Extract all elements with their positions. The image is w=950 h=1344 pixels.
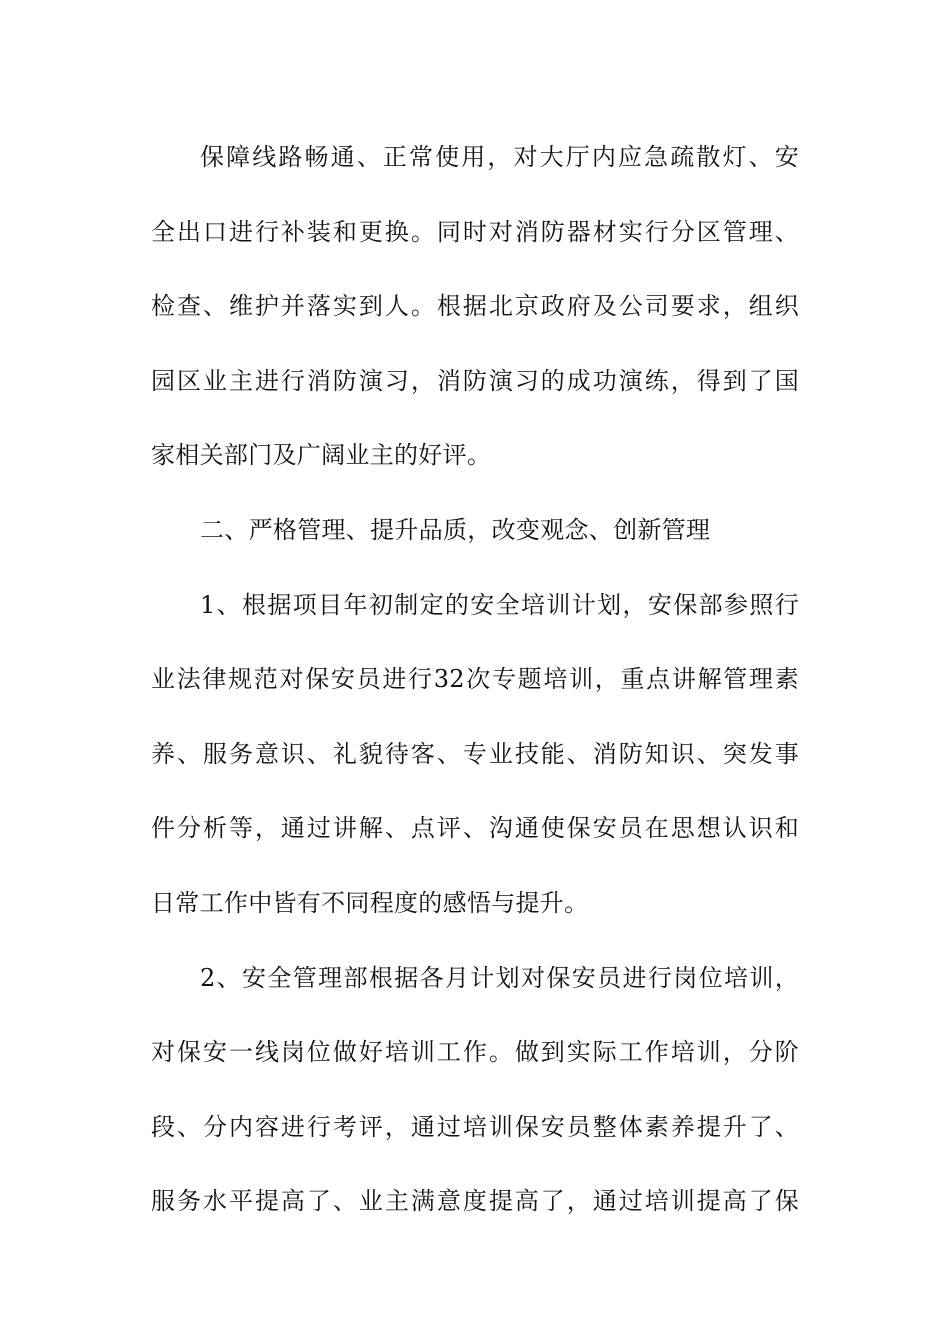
text-line: 日常工作中皆有不同程度的感悟与提升。 bbox=[151, 888, 589, 917]
text-line: 业法律规范对保安员进行32次专题培训，重点讲解管理素 bbox=[151, 665, 799, 694]
section-heading bbox=[151, 493, 799, 568]
paragraph-item-1 bbox=[151, 568, 799, 941]
text-line: 服务水平提高了、业主满意度提高了，通过培训提高了保 bbox=[151, 1187, 799, 1216]
text-line: 2、安全管理部根据各月计划对保安员进行岗位培训， bbox=[200, 963, 799, 992]
text-line: 段、分内容进行考评，通过培训保安员整体素养提升了、 bbox=[151, 1112, 799, 1141]
text-line: 1、根据项目年初制定的安全培训计划，安保部参照行 bbox=[200, 590, 799, 619]
section-heading-text: 二、严格管理、提升品质，改变观念、创新管理 bbox=[200, 515, 711, 544]
text-line: 园区业主进行消防演习，消防演习的成功演练，得到了国 bbox=[151, 366, 799, 395]
text-line: 保障线路畅通、正常使用，对大厅内应急疏散灯、安 bbox=[200, 143, 799, 171]
text-line: 件分析等，通过讲解、点评、沟通使保安员在思想认识和 bbox=[151, 814, 799, 843]
paragraph-fire-safety bbox=[151, 120, 799, 493]
text-line: 对保安一线岗位做好培训工作。做到实际工作培训，分阶 bbox=[151, 1038, 799, 1067]
document-body bbox=[151, 120, 799, 1239]
text-line: 全出口进行补装和更换。同时对消防器材实行分区管理、 bbox=[151, 217, 799, 246]
text-line: 检查、维护并落实到人。根据北京政府及公司要求，组织 bbox=[151, 292, 799, 321]
paragraph-item-2 bbox=[151, 941, 799, 1239]
text-line: 养、服务意识、礼貌待客、专业技能、消防知识、突发事 bbox=[151, 739, 799, 768]
text-line: 家相关部门及广阔业主的好评。 bbox=[151, 441, 492, 470]
